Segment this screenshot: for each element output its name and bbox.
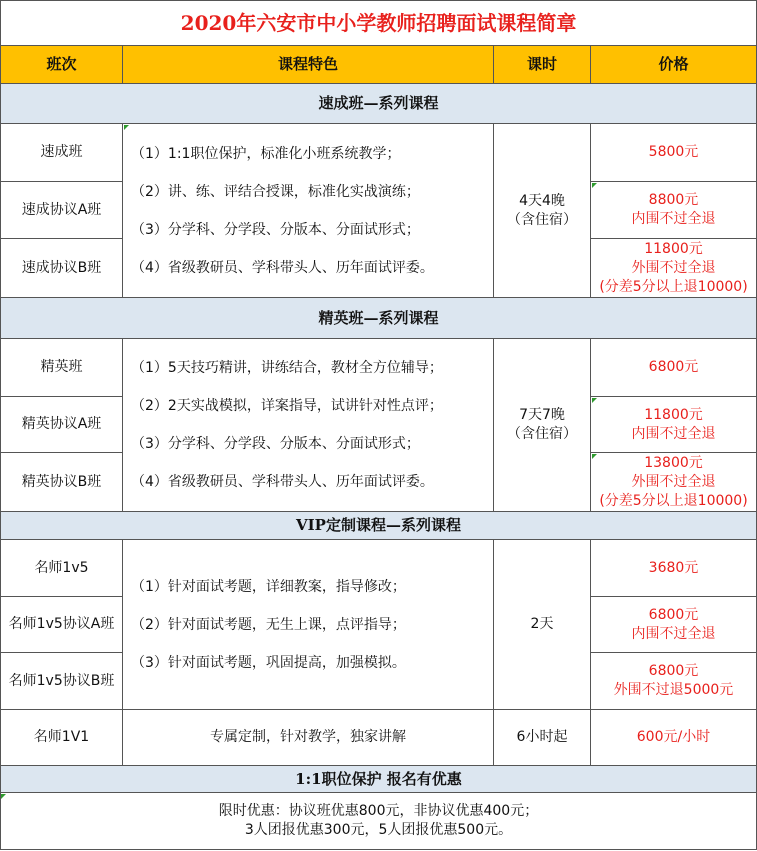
price-value: 8800元 bbox=[648, 192, 699, 208]
price-note: 内围不过全退 bbox=[631, 211, 716, 227]
feature-line: （1）1:1职位保护，标准化小班系统教学； bbox=[131, 145, 401, 162]
price-cell bbox=[591, 182, 757, 239]
feature-line: （1）针对面试考题，详细教案，指导修改； bbox=[131, 578, 406, 595]
price-value: 11800元 bbox=[644, 406, 703, 423]
offer-line: 3人团报优惠300元，5人团报优惠500元。 bbox=[244, 822, 513, 838]
feature-line: （2）讲、练、评结合授课，标准化实战演练； bbox=[131, 183, 420, 200]
hours-1v1: 6小时起 bbox=[494, 710, 591, 766]
cell-marker-icon bbox=[592, 183, 597, 188]
cell-marker-icon bbox=[1, 794, 6, 799]
hours-note: （含住宿） bbox=[507, 426, 577, 442]
price-value: 11800元 bbox=[644, 240, 703, 257]
price-cell bbox=[591, 239, 757, 298]
features-block bbox=[123, 124, 494, 298]
class-name: 速成协议B班 bbox=[0, 239, 123, 298]
cell-marker-icon bbox=[124, 125, 129, 130]
header-price: 价格 bbox=[591, 46, 757, 84]
cell-marker-icon bbox=[592, 454, 597, 459]
feature-line: （3）针对面试考题，巩固提高，加强模拟。 bbox=[131, 654, 406, 671]
feature-line: （2）2天实战模拟，详案指导，试讲针对性点评； bbox=[131, 398, 443, 414]
hours-block bbox=[494, 339, 591, 512]
feature-line: （3）分学科、分学段、分版本、分面试形式； bbox=[131, 221, 420, 238]
footer-offers bbox=[0, 793, 757, 850]
cell-marker-icon bbox=[592, 398, 597, 403]
class-name: 名师1V1 bbox=[0, 710, 123, 766]
hours-block bbox=[494, 124, 591, 298]
price-note: (分差5分以上退10000) bbox=[599, 492, 748, 509]
price-note: 外围不过退5000元 bbox=[613, 682, 734, 698]
features-block bbox=[123, 339, 494, 512]
price-note: 内围不过全退 bbox=[631, 425, 716, 442]
price-note: 内围不过全退 bbox=[631, 625, 716, 642]
hours-value: 7天7晚 bbox=[519, 407, 565, 423]
feature-line: （4）省级教研员、学科带头人、历年面试评委。 bbox=[131, 259, 434, 276]
price-note: (分差5分以上退10000) bbox=[599, 278, 748, 295]
class-name: 速成班 bbox=[0, 124, 123, 182]
class-name: 速成协议A班 bbox=[0, 182, 123, 239]
price-value: 13800元 bbox=[644, 454, 703, 471]
hours-value: 4天4晚 bbox=[519, 192, 565, 209]
class-name: 名师1v5协议B班 bbox=[0, 653, 123, 710]
price-cell bbox=[591, 397, 757, 453]
price-cell bbox=[591, 453, 757, 512]
price-note: 外围不过全退 bbox=[631, 473, 716, 490]
feature-1v1: 专属定制，针对教学，独家讲解 bbox=[123, 710, 494, 766]
price-value: 6800元 bbox=[648, 606, 699, 623]
price-note: 外围不过全退 bbox=[631, 259, 716, 276]
header-features: 课程特色 bbox=[123, 46, 494, 84]
price-cell bbox=[591, 653, 757, 710]
feature-line: （4）省级教研员、学科带头人、历年面试评委。 bbox=[131, 474, 434, 490]
price-cell bbox=[591, 540, 757, 597]
class-name: 精英协议B班 bbox=[0, 453, 123, 512]
price-1v1: 600元/小时 bbox=[591, 710, 757, 766]
hours-value: 2天 bbox=[530, 616, 554, 632]
header-class: 班次 bbox=[0, 46, 123, 84]
feature-line: （3）分学科、分学段、分版本、分面试形式； bbox=[131, 436, 420, 452]
section-title-sucheng: 速成班—系列课程 bbox=[0, 84, 757, 124]
class-name: 名师1v5 bbox=[0, 540, 123, 597]
offer-line: 限时优惠：协议班优惠800元，非协议优惠400元； bbox=[218, 803, 539, 819]
price-cell bbox=[591, 124, 757, 182]
price-value: 5800元 bbox=[648, 144, 699, 160]
feature-line: （1）5天技巧精讲，讲练结合，教材全方位辅导； bbox=[131, 360, 443, 376]
class-name: 名师1v5协议A班 bbox=[0, 597, 123, 653]
price-value: 6800元 bbox=[648, 663, 699, 679]
price-value: 6800元 bbox=[648, 359, 699, 375]
features-block bbox=[123, 540, 494, 710]
hours-note: （含住宿） bbox=[507, 211, 577, 228]
section-title-vip: VIP定制课程—系列课程 bbox=[0, 512, 757, 540]
section-title-jingying: 精英班—系列课程 bbox=[0, 298, 757, 339]
feature-line: （2）针对面试考题，无生上课，点评指导； bbox=[131, 616, 406, 633]
price-cell bbox=[591, 339, 757, 397]
page-title: 2020年六安市中小学教师招聘面试课程简章 bbox=[0, 0, 757, 46]
price-cell bbox=[591, 597, 757, 653]
hours-block bbox=[494, 540, 591, 710]
class-name: 精英班 bbox=[0, 339, 123, 397]
price-value: 3680元 bbox=[648, 559, 699, 576]
class-name: 精英协议A班 bbox=[0, 397, 123, 453]
header-hours: 课时 bbox=[494, 46, 591, 84]
footer-heading: 1:1职位保护 报名有优惠 bbox=[0, 766, 757, 793]
